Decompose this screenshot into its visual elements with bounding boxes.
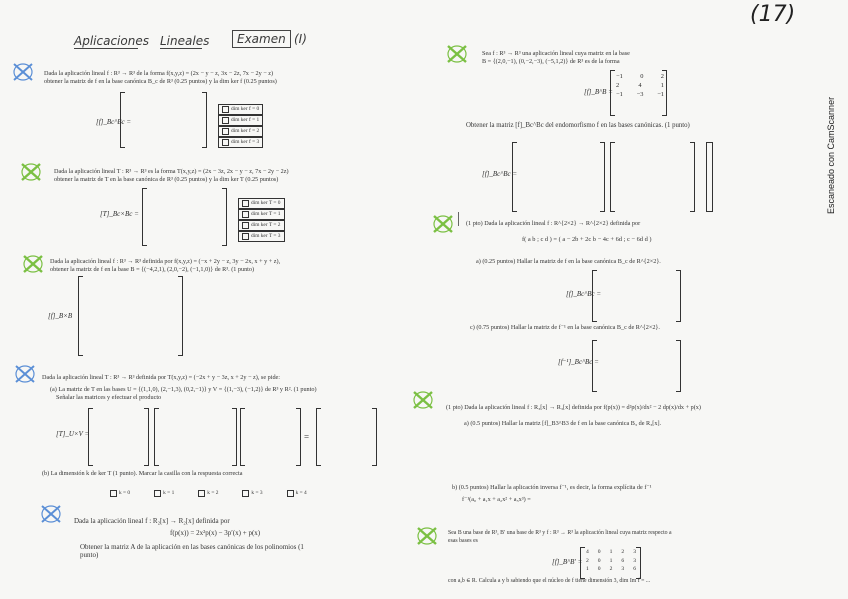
matrix-right-bracket	[296, 408, 301, 466]
mark-x-icon	[38, 502, 64, 526]
checkbox-icon[interactable]	[222, 106, 229, 113]
underline	[160, 48, 202, 49]
q1-statement-2: obtener la matriz de f en la base canónica B_c de R³ (0.25 puntos) y la dim ker f (0.25 puntos)	[44, 78, 277, 85]
r2-part-b: c) (0.75 puntos) Hallar la matriz de f⁻¹ en la base canónica B_c de R^{2×2}.	[470, 324, 660, 331]
matrix-left-bracket	[580, 547, 585, 579]
header-title-examen: Examen	[232, 30, 291, 48]
matrix-left-bracket	[120, 92, 125, 148]
q1-option[interactable]: dim ker f = 3	[218, 137, 263, 148]
matrix-left-bracket	[592, 270, 597, 322]
r3-part-a: a) (0.5 puntos) Hallar la matriz [f]_B3^B3 de f en la base canónica B₃ de R₃[x].	[464, 420, 662, 427]
r3-statement: (1 pto) Dada la aplicación lineal f : R₃[x] → R₃[x] definida por f(p(x)) = d²p(x)/dx² − 2 dp(x)/dx + p(x)	[446, 404, 701, 411]
q1-option[interactable]: dim ker f = 2	[218, 126, 263, 137]
checkbox-icon[interactable]	[242, 490, 249, 497]
q5-statement-2: Obtener la matriz A de la aplicación en las bases canónicas de los polinomios (1	[80, 543, 304, 551]
matrix-left-bracket	[316, 408, 321, 466]
matrix-left-bracket	[142, 188, 147, 246]
matrix-right-bracket	[636, 547, 641, 579]
r2-statement: (1 pto) Dada la aplicación lineal f : R^{2×2} → R^{2×2} definida por	[466, 220, 641, 227]
r1-statement: Sea f : R³ → R³ una aplicación lineal cuya matriz en la base	[482, 50, 630, 57]
q2-matrix-label: [T]_Bc×Bc =	[100, 210, 139, 218]
q2-options	[238, 198, 285, 242]
checkbox-icon[interactable]	[242, 211, 249, 218]
mark-x-icon	[12, 362, 38, 386]
q2-option[interactable]: dim ker T = 2	[238, 220, 285, 231]
q1-matrix-label: [f]_Bc^Bc =	[96, 118, 132, 126]
q1-options	[218, 104, 263, 148]
mark-x-icon	[10, 60, 36, 84]
mark-x-icon	[410, 388, 436, 412]
q1-statement: Dada la aplicación lineal f : R³ → R³ de la forma f(x,y,z) = (2x − y − z, 3x − 2z, 7x − 2y − z)	[44, 70, 274, 77]
matrix-left-bracket	[512, 142, 517, 212]
q4-statement: Dada la aplicación lineal T : R³ → R³ definida por T(x,y,z) = (−2x + y − 3z, x + 2y − z), se pide:	[42, 374, 280, 381]
q2-statement: Dada la aplicación lineal T : R³ → R³ es la forma T(x,y,z) = (2x − 3z, 2x − y − z, 7x − 2y − 2z)	[54, 168, 289, 175]
checkbox-icon[interactable]	[222, 128, 229, 135]
r2-part-a: a) (0.25 puntos) Hallar la matriz de f en la base canónica B_c de R^{2×2}.	[476, 258, 661, 265]
matrix-right-bracket	[232, 408, 237, 466]
q1-option[interactable]: dim ker f = 1	[218, 115, 263, 126]
q4-part-b: (b) La dimensión k de ker T (1 punto). Marcar la casilla con la respuesta correcta	[42, 470, 243, 477]
r1-matrix-label: [f]_B^B =	[584, 88, 613, 96]
header-title-aplicaciones: Aplicaciones	[74, 34, 149, 48]
q4-part-a-2: Señalar las matrices y efectuar el producto	[56, 394, 162, 401]
r1-question: Obtener la matriz [f]_Bc^Bc del endomorfismo f en las bases canónicas. (1 punto)	[466, 122, 690, 129]
header-roman-one: (I)	[294, 32, 307, 46]
matrix-left-bracket	[240, 408, 245, 466]
checkbox-icon[interactable]	[287, 490, 294, 497]
q4-option[interactable]: k = 0	[110, 490, 130, 497]
mark-x-icon	[18, 160, 44, 184]
q2-option[interactable]: dim ker T = 1	[238, 209, 285, 220]
matrix-right-bracket	[222, 188, 227, 246]
q3-statement: Dada la aplicación lineal f : R³ → R³ definida por f(x,y,z) = (−x + 2y − z, 3y − 2x, x + y + z),	[50, 258, 281, 265]
scanner-watermark: Escaneado con CamScanner	[826, 96, 836, 214]
matrix-left-bracket	[78, 276, 83, 356]
r3-part-b-2: f⁻¹(a₀ + a₁x + a₂x² + a₃x³) =	[462, 496, 531, 503]
r2-matrix-label-a: [f]_Bc^Bc =	[566, 290, 602, 298]
q2-option[interactable]: dim ker T = 3	[238, 231, 285, 242]
matrix-right-bracket	[708, 142, 713, 212]
mark-x-icon	[430, 212, 456, 236]
matrix-right-bracket	[178, 276, 183, 356]
q3-matrix-label: [f]_B×B	[48, 312, 73, 320]
mark-x-icon	[444, 42, 470, 66]
checkbox-icon[interactable]	[222, 117, 229, 124]
checkbox-icon[interactable]	[242, 233, 249, 240]
r1-matrix: −1 0 2 2 4 1 −1 −3 −1	[616, 73, 664, 98]
checkbox-icon[interactable]	[242, 200, 249, 207]
q4-part-a: (a) La matriz de T en las bases U = {(1,1,0), (2,−1,3), (0,2,−1)} y V = {(1,−3), (−1,2)} de R³ y R². (1 punto)	[50, 386, 317, 393]
r4-matrix: 4 0 1 2 3 2 0 1 6 3 1 0 2 3 6	[586, 549, 636, 572]
r4-statement-3: con a,b ∈ R. Calcula a y b sabiendo que el núcleo de f tiene dimensión 3, dim Im f = ...	[448, 578, 651, 584]
matrix-right-bracket	[600, 142, 605, 212]
q4-option[interactable]: k = 4	[287, 490, 307, 497]
matrix-left-bracket	[592, 340, 597, 392]
matrix-left-bracket	[610, 70, 615, 116]
q3-statement-2: obtener la matriz de f en la base B = {(−4,2,1), (2,0,−2), (−1,1,0)} de R³. (1 punto)	[50, 266, 255, 273]
checkbox-icon[interactable]	[222, 139, 229, 146]
q4-matrix-label: [T]_U×V =	[56, 430, 90, 438]
r1-matrix-label-2: [f]_Bc^Bc =	[482, 170, 518, 178]
divider	[458, 212, 459, 226]
r4-statement-2: esas bases es	[448, 538, 478, 544]
header-title-lineales: Lineales	[160, 34, 210, 48]
checkbox-icon[interactable]	[198, 490, 205, 497]
r2-equation: f( a b ; c d ) = ( a − 2b + 2c b − 4c + 6d ; c − 6d d )	[522, 236, 652, 243]
q4-option[interactable]: k = 3	[242, 490, 262, 497]
matrix-right-bracket	[202, 92, 207, 148]
checkbox-icon[interactable]	[110, 490, 117, 497]
matrix-right-bracket	[676, 270, 681, 322]
q5-statement-3: punto)	[80, 551, 99, 559]
q1-option[interactable]: dim ker f = 0	[218, 104, 263, 115]
checkbox-icon[interactable]	[242, 222, 249, 229]
q4-options	[110, 490, 307, 497]
underline	[74, 48, 138, 49]
matrix-right-bracket	[144, 408, 149, 466]
r2-matrix-label-b: [f⁻¹]_Bc^Bc =	[558, 358, 599, 366]
q4-option[interactable]: k = 1	[154, 490, 174, 497]
matrix-left-bracket	[610, 142, 615, 212]
r4-matrix-label: [f]_B^B′ =	[552, 558, 583, 566]
q5-statement: Dada la aplicación lineal f : R₂[x] → R₂[x] definida por	[74, 517, 230, 525]
checkbox-icon[interactable]	[154, 490, 161, 497]
mark-x-icon	[20, 252, 46, 276]
r4-statement: Sea B una base de R³, B′ una base de R³ y f : R³ → R³ la aplicación lineal cuya matriz respecto a	[448, 530, 672, 536]
matrix-right-bracket	[372, 408, 377, 466]
r3-part-b: b) (0.5 puntos) Hallar la aplicación inversa f⁻¹, es decir, la forma explícita de f⁻¹	[452, 484, 652, 491]
equals-sign: =	[304, 432, 310, 442]
q2-statement-2: obtener la matriz de T en la base canónica de R³ (0.25 puntos) y la dim ker T (0.25 puntos)	[54, 176, 279, 183]
q5-equation: f(p(x)) = 2x²p(x) − 3p′(x) + p(x)	[170, 529, 261, 537]
matrix-left-bracket	[154, 408, 159, 466]
matrix-left-bracket	[88, 408, 93, 466]
matrix-right-bracket	[690, 142, 695, 212]
q2-option[interactable]: dim ker T = 0	[238, 198, 285, 209]
mark-x-icon	[414, 524, 440, 548]
matrix-right-bracket	[676, 340, 681, 392]
page-number: (17)	[750, 2, 796, 27]
q4-option[interactable]: k = 2	[198, 490, 218, 497]
r1-statement-2: B = {(2,0,−1), (0,−2,−3), (−5,1,2)} de R³ es de la forma	[482, 58, 620, 65]
